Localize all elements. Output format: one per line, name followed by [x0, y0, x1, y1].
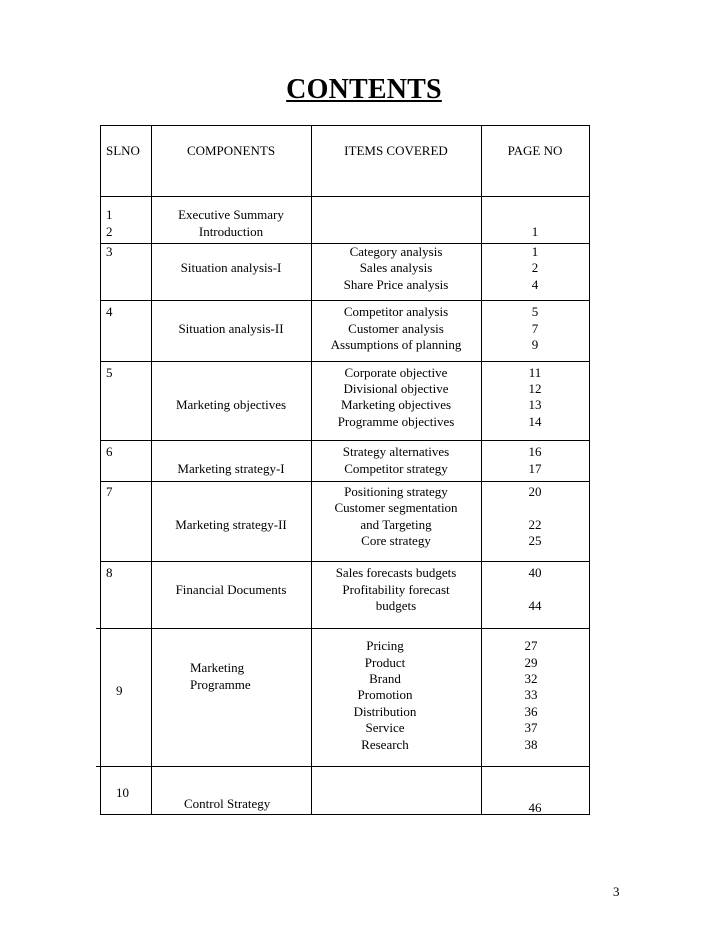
row-page: 16 — [528, 444, 542, 459]
row-divider — [100, 300, 590, 301]
row-divider — [96, 766, 590, 767]
row-item: Competitor analysis — [343, 304, 449, 319]
row-page: 46 — [528, 800, 542, 815]
row-page: 9 — [531, 337, 539, 352]
row-component: Control Strategy — [184, 796, 271, 811]
row-component: Situation analysis-I — [180, 260, 282, 275]
table-border-top — [100, 125, 590, 126]
row-component: Situation analysis-II — [178, 321, 284, 336]
row-slno: 9 — [116, 683, 123, 698]
row-page: 38 — [524, 737, 538, 752]
row-item: Assumptions of planning — [330, 337, 462, 352]
row-page: 22 — [528, 517, 542, 532]
row-page: 5 — [531, 304, 539, 319]
row-divider — [96, 628, 590, 629]
row-page: 40 — [528, 565, 542, 580]
header-items-covered: ITEMS COVERED — [344, 143, 448, 158]
row-slno: 2 — [106, 224, 113, 239]
row-slno: 1 — [106, 207, 113, 222]
row-page: 7 — [531, 321, 539, 336]
row-slno: 10 — [116, 785, 129, 800]
row-page: 33 — [524, 687, 538, 702]
row-page: 20 — [528, 484, 542, 499]
row-item: Positioning strategy — [344, 484, 448, 499]
table-border-right — [589, 125, 590, 815]
row-item: Competitor strategy — [344, 461, 448, 476]
row-slno: 3 — [106, 244, 113, 259]
row-page: 1 — [531, 244, 539, 259]
row-item: Sales analysis — [359, 260, 433, 275]
row-item: Service — [365, 720, 405, 735]
row-component: Introduction — [198, 224, 264, 239]
row-item: Research — [361, 737, 409, 752]
header-page-no: PAGE NO — [507, 143, 563, 158]
row-divider — [100, 561, 590, 562]
row-page: 2 — [531, 260, 539, 275]
row-item: Customer segmentation — [334, 500, 458, 515]
row-page: 37 — [524, 720, 538, 735]
page-title: CONTENTS — [286, 74, 442, 105]
row-page: 17 — [528, 461, 542, 476]
row-component: Marketing objectives — [175, 397, 287, 412]
row-slno: 6 — [106, 444, 113, 459]
row-item: Customer analysis — [348, 321, 444, 336]
row-page: 1 — [531, 224, 539, 239]
row-page: 12 — [528, 381, 542, 396]
table-border-left — [100, 125, 101, 815]
row-page: 44 — [528, 598, 542, 613]
row-item: budgets — [375, 598, 417, 613]
row-item: Share Price analysis — [343, 277, 449, 292]
row-item: Core strategy — [361, 533, 431, 548]
row-divider — [100, 361, 590, 362]
page-number: 3 — [613, 884, 620, 899]
row-component: Financial Documents — [175, 582, 287, 597]
row-slno: 8 — [106, 565, 113, 580]
row-page: 14 — [528, 414, 542, 429]
row-slno: 5 — [106, 365, 113, 380]
row-page: 36 — [524, 704, 538, 719]
row-page: 29 — [524, 655, 538, 670]
row-page: 32 — [524, 671, 538, 686]
row-slno: 4 — [106, 304, 113, 319]
row-item: Promotion — [357, 687, 413, 702]
header-slno: SLNO — [106, 143, 140, 158]
row-page: 27 — [524, 638, 538, 653]
row-item: Divisional objective — [343, 381, 449, 396]
row-component: Executive Summary — [178, 207, 284, 222]
row-component: Marketing strategy-I — [177, 461, 285, 476]
row-component: Marketing — [190, 660, 245, 675]
row-item: Brand — [369, 671, 401, 686]
row-item: Sales forecasts budgets — [335, 565, 457, 580]
row-divider — [100, 481, 590, 482]
header-components: COMPONENTS — [186, 143, 276, 158]
row-item: Pricing — [366, 638, 404, 653]
row-slno: 7 — [106, 484, 113, 499]
row-component: Marketing strategy-II — [175, 517, 287, 532]
row-component: Programme — [190, 677, 251, 692]
row-item: Marketing objectives — [340, 397, 452, 412]
row-item: Category analysis — [349, 244, 443, 259]
row-page: 25 — [528, 533, 542, 548]
row-item: Product — [364, 655, 406, 670]
row-item: Profitability forecast — [342, 582, 450, 597]
row-item: and Targeting — [360, 517, 432, 532]
row-divider — [100, 440, 590, 441]
row-divider — [100, 196, 590, 197]
row-page: 4 — [531, 277, 539, 292]
row-item: Strategy alternatives — [342, 444, 450, 459]
row-page: 11 — [528, 365, 542, 380]
row-page: 13 — [528, 397, 542, 412]
row-item: Corporate objective — [344, 365, 448, 380]
row-item: Programme objectives — [337, 414, 455, 429]
row-item: Distribution — [353, 704, 417, 719]
